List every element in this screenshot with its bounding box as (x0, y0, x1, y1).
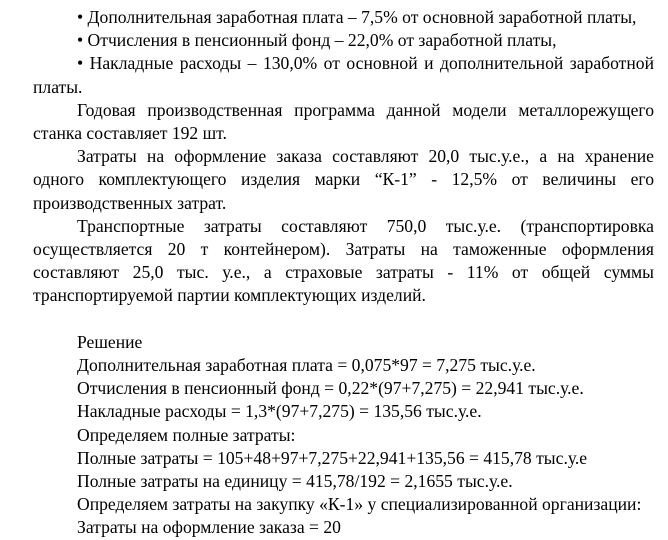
solution-line-pension: Отчисления в пенсионный фонд = 0,22*(97+7,275) = 22,941 тыс.у.е. (77, 378, 584, 399)
paragraph-order-costs: Затраты на оформление заказа составляют 20,0 тыс.у.е., а на хранение одного комплектующего изделия марки “К-1” - 12,5% от величины его производственных затрат. (33, 146, 654, 213)
solution-line-full-costs: Полные затраты = 105+48+97+7,275+22,941+135,56 = 415,78 тыс.у.е (77, 447, 588, 468)
document-page (33, 6, 654, 540)
solution-cut-line: Затраты на оформление заказа = 20 (77, 517, 341, 538)
paragraph-transport-costs: Транспортные затраты составляют 750,0 тыс.у.е. (транспортировка осуществляется 20 т контейнером). Затраты на таможенные оформления составляют 25,0 тыс. у.е., а страховые затраты - 11% от общей суммы транспортируемой партии комплектующих изделий. (33, 215, 654, 306)
solution-heading: Решение (77, 331, 143, 352)
solution-line-overhead: Накладные расходы = 1,3*(97+7,275) = 135,56 тыс.у.е. (77, 401, 482, 422)
bullet-additional-wage: • Дополнительная заработная плата – 7,5% от основной заработной платы, (77, 7, 637, 27)
bullet-pension-fund: • Отчисления в пенсионный фонд – 22,0% от заработной платы, (77, 30, 557, 51)
solution-line-unit-costs: Полные затраты на единицу = 415,78/192 = 2,1655 тыс.у.е. (77, 471, 513, 492)
solution-procurement: Определяем затраты на закупку «К-1» у специализированной организации: (77, 494, 642, 515)
paragraph-production-program: Годовая производственная программа данной модели металлорежущего станка составляет 192 шт. (33, 99, 654, 144)
solution-line-full-costs-intro: Определяем полные затраты: (77, 424, 296, 445)
solution-line-additional-wage: Дополнительная заработная плата = 0,075*97 = 7,275 тыс.у.е. (77, 355, 536, 376)
bullet-overhead: • Накладные расходы – 130,0% от основной и дополнительной заработной платы. (33, 53, 654, 97)
blank-line (33, 308, 654, 331)
